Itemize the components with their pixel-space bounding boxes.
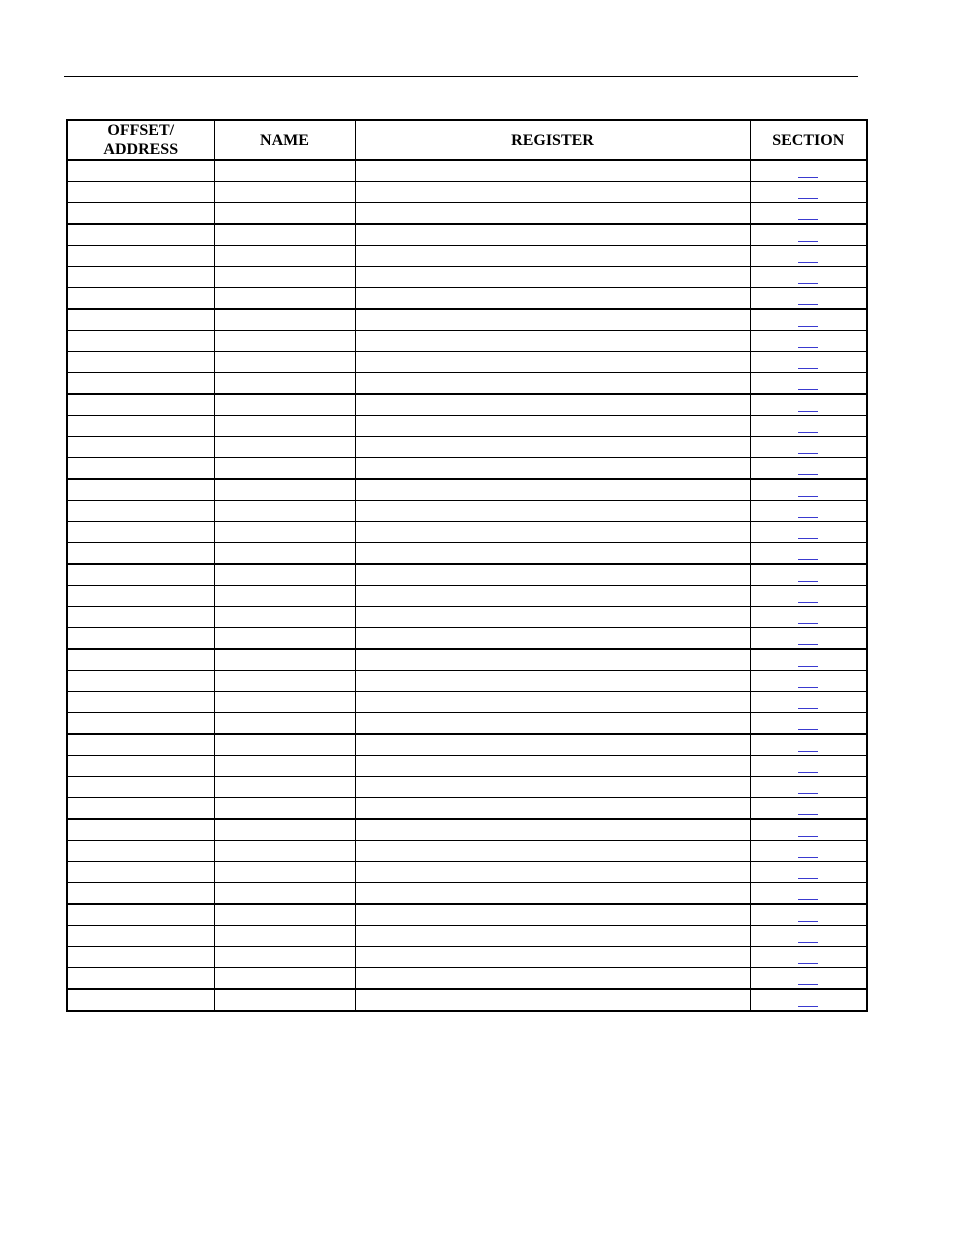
section-link[interactable] (798, 496, 818, 497)
cell-name (214, 756, 355, 777)
cell-offset (67, 904, 214, 926)
table-row (67, 331, 867, 352)
cell-offset (67, 756, 214, 777)
table-row (67, 416, 867, 437)
cell-name (214, 798, 355, 820)
cell-section (750, 883, 867, 905)
table-row (67, 479, 867, 501)
cell-offset (67, 989, 214, 1011)
cell-offset (67, 479, 214, 501)
section-link[interactable] (798, 857, 818, 858)
section-link[interactable] (798, 623, 818, 624)
cell-name (214, 182, 355, 203)
section-link[interactable] (798, 899, 818, 900)
cell-offset (67, 246, 214, 267)
cell-register (355, 926, 750, 947)
cell-register (355, 394, 750, 416)
header-offset-line1: OFFSET/ (107, 122, 175, 139)
table-row (67, 649, 867, 671)
table-row (67, 819, 867, 841)
section-link[interactable] (798, 1006, 818, 1007)
cell-register (355, 692, 750, 713)
cell-offset (67, 798, 214, 820)
cell-register (355, 352, 750, 373)
header-offset-line2: ADDRESS (103, 141, 179, 158)
cell-offset (67, 968, 214, 990)
cell-register (355, 331, 750, 352)
cell-section (750, 819, 867, 841)
cell-register (355, 713, 750, 735)
cell-name (214, 331, 355, 352)
section-link[interactable] (798, 368, 818, 369)
cell-offset (67, 267, 214, 288)
cell-register (355, 586, 750, 607)
cell-section (750, 458, 867, 480)
cell-register (355, 437, 750, 458)
cell-name (214, 586, 355, 607)
table-row (67, 373, 867, 395)
cell-register (355, 671, 750, 692)
table-row (67, 713, 867, 735)
cell-offset (67, 628, 214, 650)
cell-name (214, 522, 355, 543)
cell-offset (67, 394, 214, 416)
cell-offset (67, 713, 214, 735)
cell-register (355, 564, 750, 586)
section-link[interactable] (798, 219, 818, 220)
section-link[interactable] (798, 581, 818, 582)
table-row (67, 288, 867, 310)
section-link[interactable] (798, 751, 818, 752)
table-row (67, 756, 867, 777)
cell-section (750, 246, 867, 267)
cell-name (214, 649, 355, 671)
section-link[interactable] (798, 942, 818, 943)
section-link[interactable] (798, 389, 818, 390)
section-link[interactable] (798, 602, 818, 603)
table-row (67, 862, 867, 883)
cell-offset (67, 777, 214, 798)
table-row (67, 586, 867, 607)
cell-section (750, 607, 867, 628)
section-link[interactable] (798, 921, 818, 922)
table-row (67, 543, 867, 565)
section-link[interactable] (798, 559, 818, 560)
table-row (67, 734, 867, 756)
cell-register (355, 246, 750, 267)
section-link[interactable] (798, 836, 818, 837)
cell-register (355, 309, 750, 331)
table-row (67, 904, 867, 926)
cell-register (355, 628, 750, 650)
table-header (67, 120, 867, 160)
cell-section (750, 394, 867, 416)
cell-name (214, 501, 355, 522)
cell-offset (67, 862, 214, 883)
cell-section (750, 224, 867, 246)
cell-offset (67, 160, 214, 182)
cell-name (214, 607, 355, 628)
cell-section (750, 777, 867, 798)
cell-offset (67, 437, 214, 458)
cell-offset (67, 288, 214, 310)
cell-offset (67, 564, 214, 586)
cell-offset (67, 543, 214, 565)
table-row (67, 160, 867, 182)
cell-section (750, 862, 867, 883)
table-row (67, 777, 867, 798)
table-row (67, 522, 867, 543)
cell-section (750, 479, 867, 501)
section-link[interactable] (798, 687, 818, 688)
cell-register (355, 479, 750, 501)
cell-section (750, 734, 867, 756)
cell-section (750, 586, 867, 607)
cell-name (214, 671, 355, 692)
cell-name (214, 692, 355, 713)
cell-name (214, 883, 355, 905)
table-row (67, 798, 867, 820)
cell-offset (67, 373, 214, 395)
cell-offset (67, 692, 214, 713)
cell-offset (67, 926, 214, 947)
cell-section (750, 756, 867, 777)
table-row (67, 246, 867, 267)
cell-section (750, 160, 867, 182)
cell-section (750, 437, 867, 458)
table-row (67, 458, 867, 480)
cell-register (355, 841, 750, 862)
cell-name (214, 564, 355, 586)
cell-register (355, 798, 750, 820)
table-row (67, 968, 867, 990)
cell-register (355, 288, 750, 310)
header-row (67, 120, 867, 160)
section-link[interactable] (798, 538, 818, 539)
cell-section (750, 182, 867, 203)
cell-section (750, 841, 867, 862)
cell-name (214, 246, 355, 267)
cell-offset (67, 309, 214, 331)
table-row (67, 352, 867, 373)
cell-offset (67, 841, 214, 862)
cell-offset (67, 671, 214, 692)
cell-register (355, 224, 750, 246)
section-link[interactable] (798, 347, 818, 348)
cell-section (750, 989, 867, 1011)
section-link[interactable] (798, 262, 818, 263)
cell-register (355, 160, 750, 182)
cell-section (750, 543, 867, 565)
cell-section (750, 947, 867, 968)
cell-register (355, 416, 750, 437)
cell-section (750, 628, 867, 650)
table-row (67, 394, 867, 416)
cell-name (214, 352, 355, 373)
cell-name (214, 416, 355, 437)
cell-register (355, 501, 750, 522)
cell-name (214, 628, 355, 650)
cell-section (750, 203, 867, 225)
section-link[interactable] (798, 283, 818, 284)
section-link[interactable] (798, 878, 818, 879)
cell-name (214, 267, 355, 288)
cell-name (214, 713, 355, 735)
cell-offset (67, 586, 214, 607)
cell-register (355, 819, 750, 841)
header-section: SECTION (750, 120, 867, 160)
table-row (67, 501, 867, 522)
section-link[interactable] (798, 411, 818, 412)
cell-section (750, 649, 867, 671)
cell-register (355, 458, 750, 480)
cell-register (355, 862, 750, 883)
cell-name (214, 968, 355, 990)
cell-name (214, 543, 355, 565)
table-row (67, 947, 867, 968)
cell-offset (67, 224, 214, 246)
section-link[interactable] (798, 198, 818, 199)
cell-section (750, 564, 867, 586)
table-row (67, 989, 867, 1011)
section-link[interactable] (798, 304, 818, 305)
section-link[interactable] (798, 453, 818, 454)
cell-offset (67, 649, 214, 671)
cell-section (750, 692, 867, 713)
cell-section (750, 501, 867, 522)
table-row (67, 309, 867, 331)
section-link[interactable] (798, 793, 818, 794)
cell-name (214, 160, 355, 182)
cell-name (214, 309, 355, 331)
cell-name (214, 819, 355, 841)
cell-offset (67, 182, 214, 203)
table-row (67, 671, 867, 692)
cell-section (750, 926, 867, 947)
cell-register (355, 968, 750, 990)
cell-register (355, 543, 750, 565)
section-link[interactable] (798, 814, 818, 815)
cell-name (214, 437, 355, 458)
section-link[interactable] (798, 432, 818, 433)
table-row (67, 437, 867, 458)
cell-name (214, 479, 355, 501)
cell-offset (67, 203, 214, 225)
table-row (67, 926, 867, 947)
cell-name (214, 841, 355, 862)
cell-offset (67, 607, 214, 628)
cell-name (214, 862, 355, 883)
header-rule (64, 76, 858, 77)
cell-name (214, 458, 355, 480)
section-link[interactable] (798, 729, 818, 730)
table-row (67, 224, 867, 246)
cell-section (750, 968, 867, 990)
cell-section (750, 416, 867, 437)
section-link[interactable] (798, 772, 818, 773)
section-link[interactable] (798, 474, 818, 475)
cell-register (355, 267, 750, 288)
cell-section (750, 267, 867, 288)
cell-name (214, 224, 355, 246)
register-map-table (66, 119, 868, 1012)
cell-register (355, 734, 750, 756)
cell-name (214, 288, 355, 310)
cell-section (750, 522, 867, 543)
cell-offset (67, 331, 214, 352)
cell-register (355, 989, 750, 1011)
cell-section (750, 373, 867, 395)
cell-register (355, 883, 750, 905)
section-link[interactable] (798, 177, 818, 178)
cell-register (355, 777, 750, 798)
cell-name (214, 777, 355, 798)
section-link[interactable] (798, 517, 818, 518)
cell-offset (67, 458, 214, 480)
cell-register (355, 607, 750, 628)
section-link[interactable] (798, 708, 818, 709)
header-register: REGISTER (355, 120, 750, 160)
cell-offset (67, 352, 214, 373)
cell-name (214, 394, 355, 416)
cell-offset (67, 501, 214, 522)
table-row (67, 883, 867, 905)
cell-register (355, 904, 750, 926)
cell-section (750, 798, 867, 820)
cell-name (214, 926, 355, 947)
table-row (67, 203, 867, 225)
cell-name (214, 947, 355, 968)
section-link[interactable] (798, 984, 818, 985)
cell-register (355, 203, 750, 225)
table-body (67, 160, 867, 1011)
cell-section (750, 671, 867, 692)
section-link[interactable] (798, 644, 818, 645)
cell-register (355, 522, 750, 543)
section-link[interactable] (798, 241, 818, 242)
section-link[interactable] (798, 666, 818, 667)
cell-offset (67, 734, 214, 756)
cell-register (355, 756, 750, 777)
cell-section (750, 331, 867, 352)
cell-offset (67, 947, 214, 968)
cell-register (355, 649, 750, 671)
table-row (67, 607, 867, 628)
cell-register (355, 947, 750, 968)
header-name: NAME (214, 120, 355, 160)
cell-name (214, 373, 355, 395)
cell-offset (67, 883, 214, 905)
cell-section (750, 352, 867, 373)
table-row (67, 841, 867, 862)
cell-register (355, 373, 750, 395)
table-row (67, 692, 867, 713)
table-row (67, 628, 867, 650)
section-link[interactable] (798, 963, 818, 964)
section-link[interactable] (798, 326, 818, 327)
cell-name (214, 734, 355, 756)
cell-register (355, 182, 750, 203)
cell-offset (67, 416, 214, 437)
table-row (67, 182, 867, 203)
table-row (67, 564, 867, 586)
header-offset-address (67, 120, 214, 160)
cell-name (214, 989, 355, 1011)
cell-section (750, 309, 867, 331)
cell-name (214, 904, 355, 926)
cell-section (750, 713, 867, 735)
cell-name (214, 203, 355, 225)
table-row (67, 267, 867, 288)
cell-section (750, 288, 867, 310)
cell-section (750, 904, 867, 926)
cell-offset (67, 522, 214, 543)
cell-offset (67, 819, 214, 841)
